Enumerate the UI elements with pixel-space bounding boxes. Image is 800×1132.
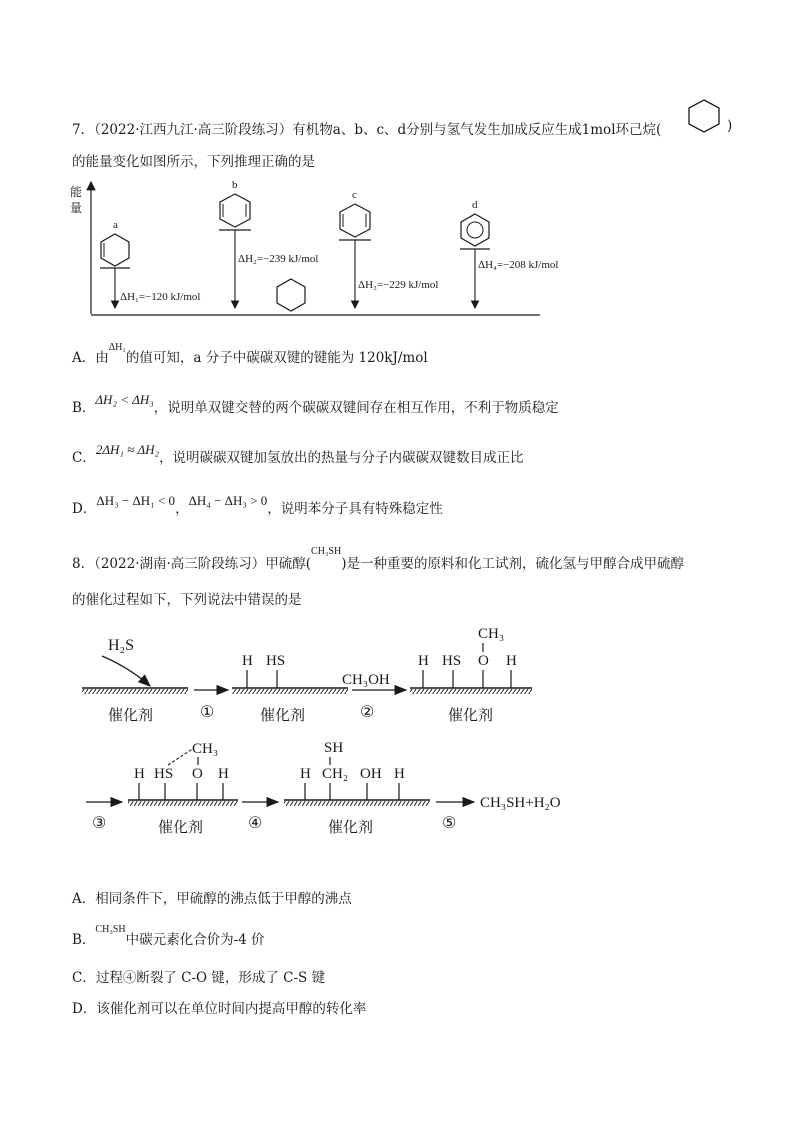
option-b-prefix: B． [72, 400, 96, 416]
s5-h2-label: H [394, 766, 405, 782]
s5-sh-label: SH [324, 740, 344, 756]
q8-stem-line2: 的催化过程如下，下列说法中错误的是 [72, 592, 302, 608]
q8-option-b[interactable] [72, 924, 265, 948]
q8-option-a[interactable]: A．相同条件下，甲硫醇的沸点低于甲醇的沸点 [72, 891, 352, 907]
label-c: c [352, 189, 357, 201]
s3-o-label: O [478, 653, 489, 669]
option-c-text: ，说明碳碳双键加氢放出的热量与分子内碳碳双键数目成正比 [159, 450, 524, 466]
q8-option-c[interactable]: C．过程④断裂了 C-O 键，形成了 C-S 键 [72, 970, 326, 986]
s4-o-label: O [192, 766, 203, 782]
catalyst-label-4: 催化剂 [158, 818, 204, 836]
option-d-math1: ΔH₃ − ΔH₁ < 0 [96, 493, 176, 508]
catalyst-label-1: 催化剂 [108, 706, 154, 724]
label-b: b [232, 179, 238, 191]
s3-hs-label: HS [442, 653, 462, 669]
label-a: a [113, 219, 118, 231]
option-c-math: 2ΔH₁ ≈ ΔH₂ [95, 442, 160, 457]
product-label: CH₃SH+H₂O [480, 795, 561, 811]
dh3-label: ΔH₃=−229 kJ/mol [358, 279, 439, 291]
q7-option-a[interactable] [72, 342, 428, 366]
s3-h-label: H [418, 653, 429, 669]
y-axis-label-bottom: 量 [70, 201, 83, 215]
h2s-label: H₂S [108, 637, 135, 654]
step-5-label: ⑤ [442, 815, 457, 832]
s4-hs-label: HS [154, 766, 174, 782]
cyclohexane-icon [682, 96, 726, 136]
energy-diagram [60, 176, 560, 326]
q7-option-d[interactable] [72, 493, 443, 517]
cyclohexane-product-icon [277, 279, 305, 311]
step-1-label: ① [200, 704, 215, 721]
s3-ch3-label: CH₃ [478, 626, 505, 642]
option-a-text: 的值可知，a 分子中碳碳双键的键能为 120kJ/mol [125, 350, 428, 366]
option-d-math2: ΔH₄ − ΔH₃ > 0 [188, 493, 268, 508]
q8-option-b-text: 中碳元素化合价为-4 价 [125, 932, 265, 948]
q8-stem-text-b: )是一种重要的原料和化工试剂，硫化氢与甲醇合成甲硫醇 [341, 556, 684, 572]
s3-h2-label: H [506, 653, 517, 669]
q8-stem-line1 [72, 546, 684, 572]
option-a-prefix: A．由 [72, 350, 109, 366]
catalyst-label-5: 催化剂 [328, 818, 374, 836]
q7-option-b[interactable] [72, 392, 559, 416]
option-d-prefix: D． [72, 501, 97, 517]
q8-stem-text-a: 8．（2022·湖南·高三阶段练习）甲硫醇( [72, 556, 312, 572]
s5-ch2-label: CH₂ [322, 766, 349, 782]
dh4-label: ΔH₄=−208 kJ/mol [478, 259, 559, 271]
dh1-label: ΔH₁=−120 kJ/mol [120, 291, 201, 303]
label-d: d [472, 199, 478, 211]
q7-stem-close-paren: ) [727, 118, 733, 134]
molecule-a-icon [101, 234, 129, 266]
s4-h-label: H [134, 766, 145, 782]
q7-stem-text: 7．（2022·江西九江·高三阶段练习）有机物a、b、c、d分别与氢气发生加成反应生成1mol环己烷( [72, 122, 662, 138]
s4-h2-label: H [218, 766, 229, 782]
q8-option-b-formula: CH₃SH [95, 924, 126, 935]
option-b-math: ΔH₂ < ΔH₃ [95, 392, 154, 407]
catalyst-label-2: 催化剂 [260, 706, 306, 724]
q8-option-d[interactable]: D．该催化剂可以在单位时间内提高甲醇的转化率 [72, 1001, 367, 1017]
s2-h-label: H [242, 653, 253, 669]
q7-option-c[interactable] [72, 442, 524, 466]
q8-stem-formula: CH₃SH [311, 546, 342, 557]
q7-stem-line2: 的能量变化如图所示，下列推理正确的是 [72, 154, 315, 170]
molecule-d-benzene-icon [461, 214, 489, 246]
step-3-label: ③ [92, 815, 107, 832]
catalyst-label-3: 催化剂 [448, 706, 494, 724]
step-4-label: ④ [248, 815, 263, 832]
s2-hs-label: HS [266, 653, 286, 669]
s5-oh-label: OH [360, 766, 382, 782]
step-2-label: ② [360, 704, 375, 721]
q8-option-b-prefix: B． [72, 932, 96, 948]
dh2-label: ΔH₂=−239 kJ/mol [238, 253, 319, 265]
option-d-text: ，说明苯分子具有特殊稳定性 [267, 501, 443, 517]
option-d-comma: ， [175, 501, 189, 517]
catalysis-diagram [70, 620, 630, 845]
ch3oh-label: CH₃OH [342, 672, 390, 688]
y-axis-label-top: 能 [70, 185, 83, 199]
s5-h-label: H [300, 766, 311, 782]
option-c-prefix: C． [72, 450, 96, 466]
option-b-text: ，说明单双键交替的两个碳碳双键间存在相互作用，不利于物质稳定 [153, 400, 559, 416]
q7-stem-line1 [72, 118, 661, 138]
s4-ch3-label: CH₃ [192, 741, 219, 757]
option-a-math: ΔH₁ [108, 342, 126, 353]
